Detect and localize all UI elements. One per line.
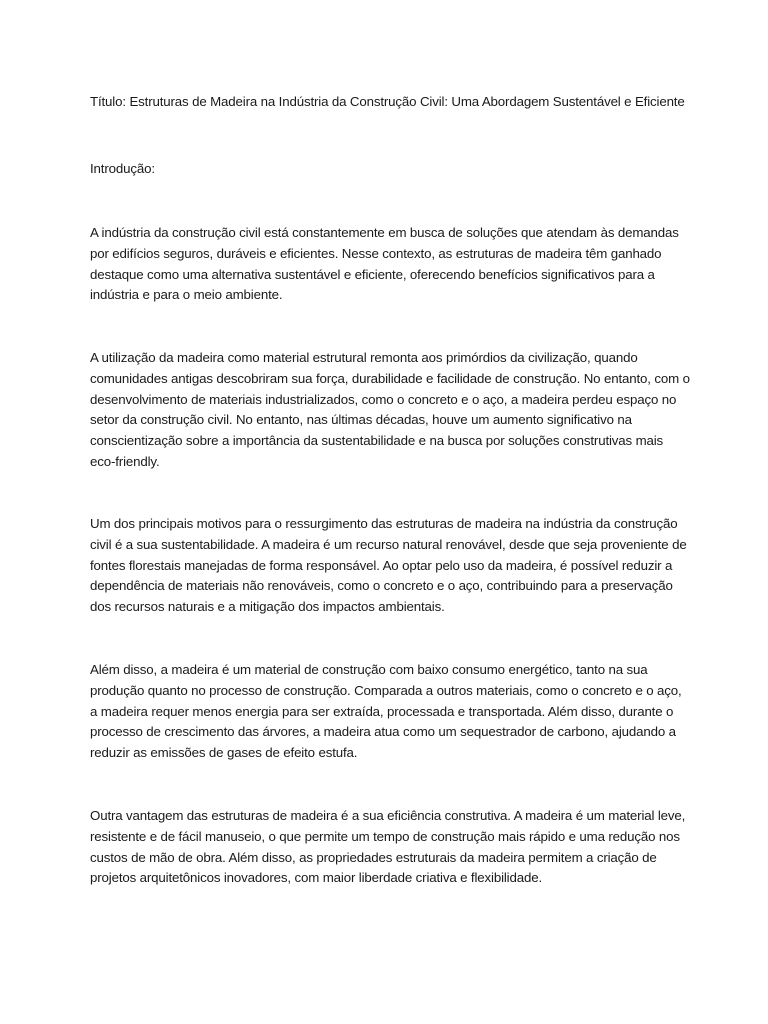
intro-heading: Introdução: [90,161,155,176]
paragraph-2: A utilização da madeira como material estrutural remonta aos primórdios da civilização, quando comunidades antigas descobriram sua força, durabilidade e facilidade de construção. No entanto, com o desenvolvimento de materiais industrializados, como o concreto e o aço, a madeira perdeu espaço no setor da construção civil. No entanto, nas últimas décadas, houve um aumento significativo na conscientização sobre a importância da sustentabilidade e na busca por soluções construtivas mais eco-friendly. [90,350,690,469]
paragraph-5: Outra vantagem das estruturas de madeira é a sua eficiência construtiva. A madeira é um material leve, resistente e de fácil manuseio, o que permite um tempo de construção mais rápido e uma redução nos custos de mão de obra. Além disso, as propriedades estruturais da madeira permitem a criação de projetos arquitetônicos inovadores, com maior liberdade criativa e flexibilidade. [90,808,686,886]
paragraph-1: A indústria da construção civil está constantemente em busca de soluções que atendam às demandas por edifícios seguros, duráveis e eficientes. Nesse contexto, as estruturas de madeira têm ganhado destaque como uma alternativa sustentável e eficiente, oferecendo benefícios significativos para a indústria e para o meio ambiente. [90,225,679,303]
paragraph-3: Um dos principais motivos para o ressurgimento das estruturas de madeira na indústria da construção civil é a sua sustentabilidade. A madeira é um recurso natural renovável, desde que seja proveniente de fontes florestais manejadas de forma responsável. Ao optar pelo uso da madeira, é possível reduzir a dependência de materiais não renováveis, como o concreto e o aço, contribuindo para a preservação dos recursos naturais e a mitigação dos impactos ambientais. [90,516,687,615]
document-title: Título: Estruturas de Madeira na Indústria da Construção Civil: Uma Abordagem Sustentável e Eficiente [90,94,685,109]
paragraph-4: Além disso, a madeira é um material de construção com baixo consumo energético, tanto na sua produção quanto no processo de construção. Comparada a outros materiais, como o concreto e o aço, a madeira requer menos energia para ser extraída, processada e transportada. Além disso, durante o processo de crescimento das árvores, a madeira atua como um sequestrador de carbono, ajudando a reduzir as emissões de gases de efeito estufa. [90,662,682,761]
